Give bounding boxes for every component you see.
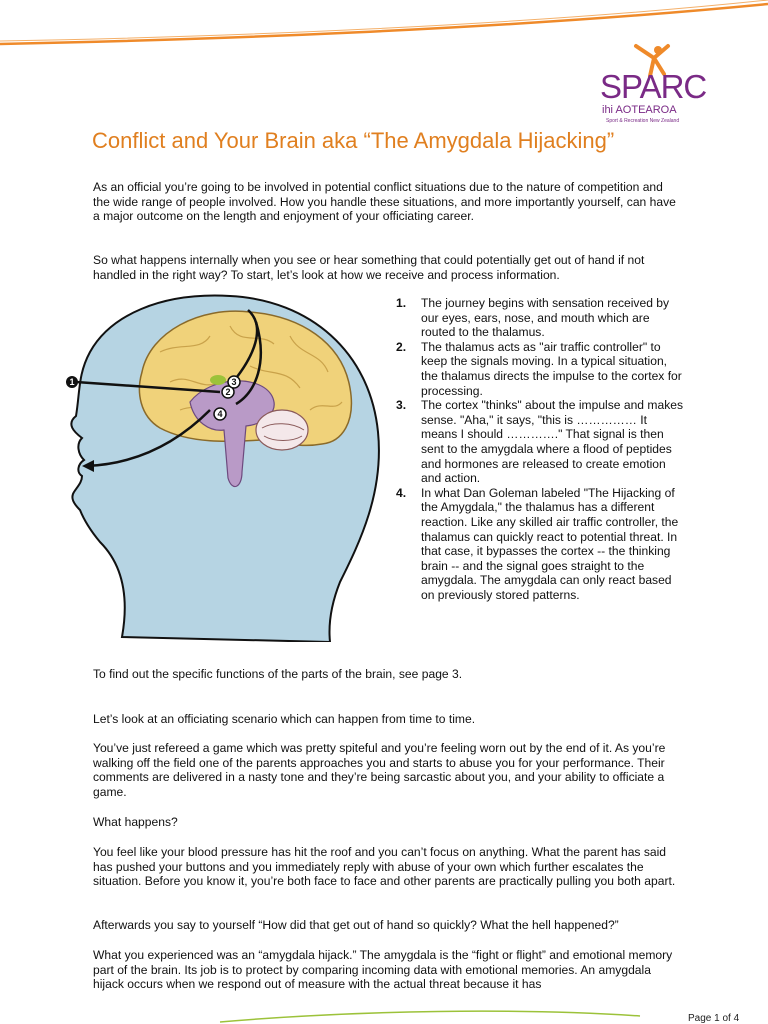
logo-tagline: Sport & Recreation New Zealand xyxy=(606,118,680,124)
page-number: Page 1 of 4 xyxy=(688,1013,740,1024)
logo-subtitle: ihi AOTEAROA xyxy=(602,104,677,116)
list-item xyxy=(396,486,686,603)
marker-1: 1 xyxy=(69,377,75,387)
thalamus xyxy=(210,375,226,385)
logo-wordmark: SPARC xyxy=(600,68,707,105)
intro-paragraph-2: So what happens internally when you see or hear something that could potentially get out of hand if not handled in the right way? To start, let’s look at how we receive and process information. xyxy=(93,253,645,282)
body-paragraph-9: What you experienced was an “amygdala hijack.” The amygdala is the “fight or flight” and emotional memory part of the brain. Its job is to protect by comparing incoming data with emotional memories. An amygdala hijack occurs when we respond out of measure with the actual threat because it has xyxy=(93,948,673,992)
step-number: 4. xyxy=(396,485,407,500)
sparc-logo xyxy=(596,40,706,130)
steps-list xyxy=(396,296,686,602)
intro-paragraph-1: As an official you’re going to be involved in potential conflict situations due to the nature of competition and the wide range of people involved. How you handle these situations, and more importantly yourself, can have a major outcome on the length and enjoyment of your officiating career. xyxy=(93,180,676,224)
body-paragraph-3: To find out the specific functions of the parts of the brain, see page 3. xyxy=(93,667,463,681)
cerebellum xyxy=(256,410,308,450)
body-paragraph-6: What happens? xyxy=(93,815,178,829)
marker-3: 3 xyxy=(231,377,237,387)
step-number: 2. xyxy=(396,339,407,354)
body-paragraph-5: You’ve just refereed a game which was pretty spiteful and you’re feeling worn out by the end of it. As you’re walking off the field one of the parents approaches you and starts to abuse you for your performance. Their comments are delivered in a nasty tone and they’re being sarcastic about you, and your ability to officiate a game. xyxy=(93,741,666,799)
step-number: 3. xyxy=(396,398,407,413)
body-paragraph-8: Afterwards you say to yourself “How did that get out of hand so quickly? What the hell happened?” xyxy=(93,918,619,932)
list-item xyxy=(396,398,686,486)
footer-swoosh xyxy=(0,990,768,1024)
step-text: The cortex "thinks" about the impulse and makes sense. "Aha," it says, "this is …………… It means I should …………." That signal is then sent to the amygdala where a flood of peptides and hormones are released to create emotion and action. xyxy=(421,398,684,486)
list-item xyxy=(396,340,686,398)
body-paragraph-7: You feel like your blood pressure has hit the roof and you can’t focus on anything. What the parent has said has pushed your buttons and you immediately reply with abuse of your own which further escalates the situation. Before you know it, you’re both face to face and other parents are practically pulling you both apart. xyxy=(93,845,676,889)
step-number: 1. xyxy=(396,296,407,310)
brain-diagram xyxy=(60,292,390,642)
list-item xyxy=(396,296,686,340)
page-title: Conflict and Your Brain aka “The Amygdala Hijacking” xyxy=(92,128,615,153)
marker-2: 2 xyxy=(225,387,231,397)
body-paragraph-4: Let’s look at an officiating scenario which can happen from time to time. xyxy=(93,712,476,726)
step-text: The journey begins with sensation received by our eyes, ears, nose, and mouth which are routed to the thalamus. xyxy=(421,296,670,340)
marker-4: 4 xyxy=(217,409,223,419)
step-text: In what Dan Goleman labeled "The Hijacking of the Amygdala," the thalamus has a different reaction. Like any skilled air traffic controller, the thalamus can quickly react to potential threat. In that case, it bypasses the cortex -- the thinking brain -- and the signal goes straight to the amygdala. The amygdala can only react based on previously stored patterns. xyxy=(421,485,679,602)
step-text: The thalamus acts as "air traffic controller" to keep the signals moving. In a typical situation, the thalamus directs the impulse to the cortex for processing. xyxy=(421,339,682,398)
